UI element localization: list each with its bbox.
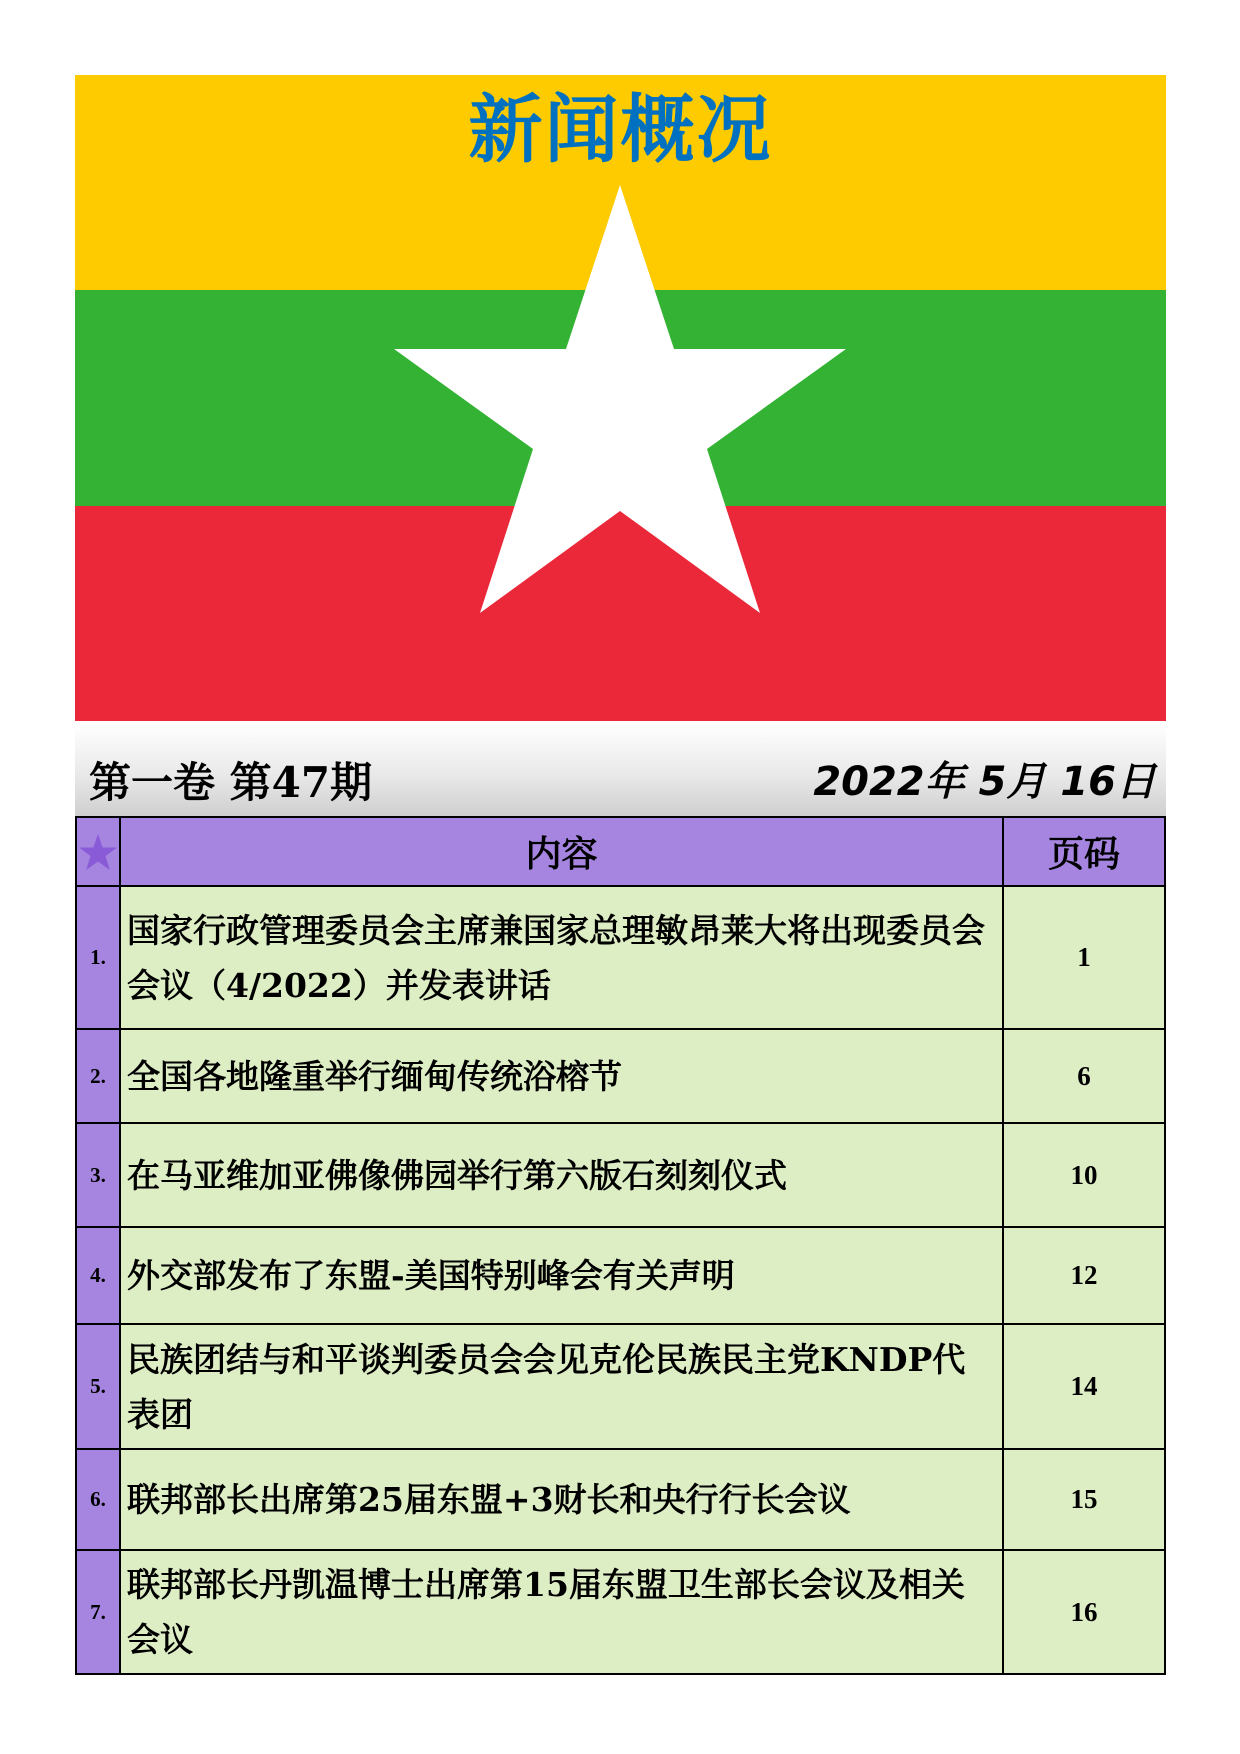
row-page: 6 [1003,1029,1165,1123]
row-page: 15 [1003,1449,1165,1550]
table-row[interactable] [76,886,1165,1029]
issue-date: 2022年 5月 16日 [813,759,1156,805]
row-title[interactable]: 联邦部长出席第25届东盟+3财长和央行行长会议 [120,1449,1003,1550]
contents-table [75,816,1166,1675]
row-title[interactable]: 全国各地隆重举行缅甸传统浴榕节 [120,1029,1003,1123]
row-number: 6. [76,1449,120,1550]
issue-volume: 第一卷 第47期 [89,758,373,807]
table-row[interactable] [76,1029,1165,1123]
row-page: 10 [1003,1123,1165,1227]
contents-header-row [76,817,1165,886]
issue-bar [75,724,1166,816]
table-row[interactable] [76,1324,1165,1449]
row-title[interactable]: 民族团结与和平谈判委员会会见克伦民族民主党KNDP代表团 [120,1324,1003,1449]
row-number: 2. [76,1029,120,1123]
row-page: 14 [1003,1324,1165,1449]
table-row[interactable] [76,1123,1165,1227]
row-title[interactable]: 外交部发布了东盟-美国特别峰会有关声明 [120,1227,1003,1324]
table-row[interactable] [76,1550,1165,1674]
table-row[interactable] [76,1227,1165,1324]
row-number: 5. [76,1324,120,1449]
table-row[interactable] [76,1449,1165,1550]
row-number: 1. [76,886,120,1029]
cover-title: 新闻概况 [468,87,773,173]
row-title[interactable]: 联邦部长丹凯温博士出席第15届东盟卫生部长会议及相关会议 [120,1550,1003,1674]
row-page: 16 [1003,1550,1165,1674]
header-content-label: 内容 [120,817,1003,886]
row-title[interactable]: 国家行政管理委员会主席兼国家总理敏昂莱大将出现委员会会议（4/2022）并发表讲话 [120,886,1003,1029]
row-page: 1 [1003,886,1165,1029]
row-title[interactable]: 在马亚维加亚佛像佛园举行第六版石刻刻仪式 [120,1123,1003,1227]
header-star-cell [76,817,120,886]
row-number: 3. [76,1123,120,1227]
row-page: 12 [1003,1227,1165,1324]
cover-flag [75,75,1166,721]
row-number: 4. [76,1227,120,1324]
row-number: 7. [76,1550,120,1674]
star-icon [78,832,118,872]
header-page-label: 页码 [1003,817,1165,886]
